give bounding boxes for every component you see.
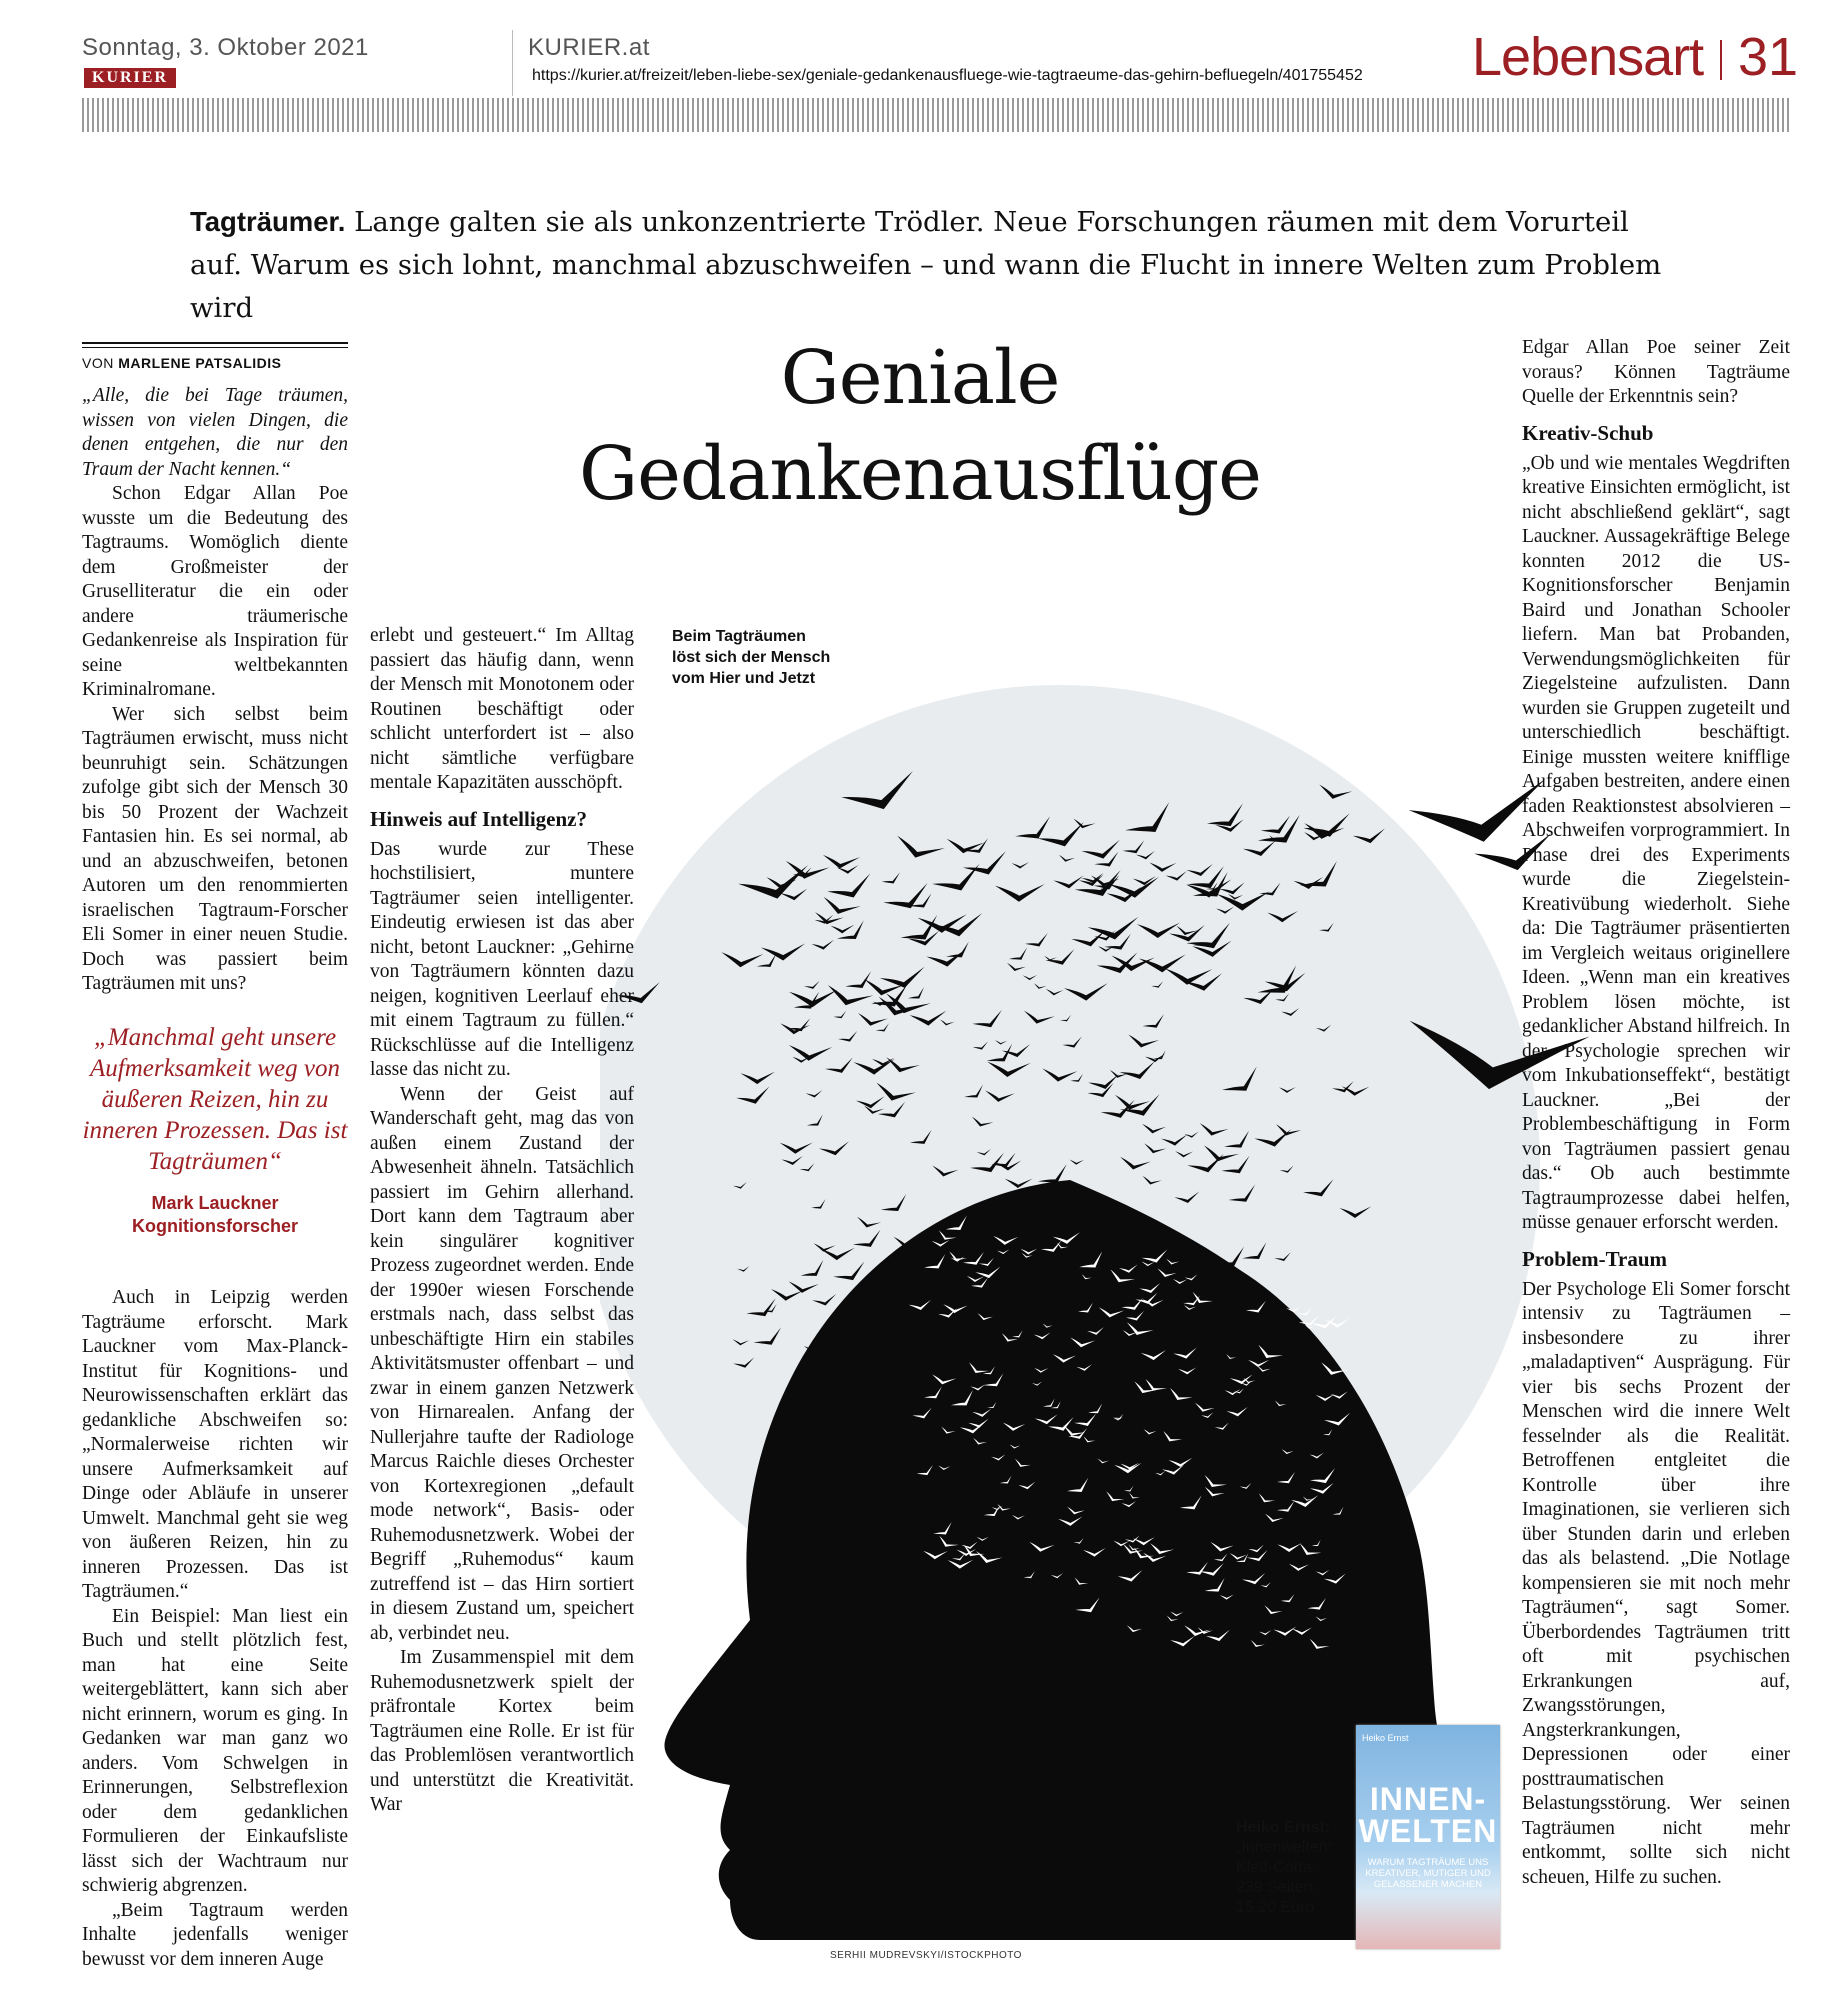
book-pages: 239 Seiten. — [1236, 1879, 1317, 1896]
byline-author: MARLENE PATSALIDIS — [118, 355, 282, 371]
section-separator — [1720, 40, 1722, 80]
headline-line-2: Gedankenausflüge — [579, 431, 1261, 517]
paragraph: Auch in Leipzig werden Tagträume erforscht. Mark Lauckner vom Max-Planck-Institut für Kognitions- und Neurowissenschaften erklärt das gedankliche Abschweifen so: „Normalerweise richten wir unsere Aufmerksamkeit auf Dinge oder Abläufe in unserer Umwelt. Manchmal geht sie weg von äußeren Reizen, hin zu inneren Prozessen. Das ist Tagträumen.“ — [82, 1287, 348, 1602]
paragraph: Ein Beispiel: Man liest ein Buch und stellt plötzlich fest, man hat eine Seite weitergeblättert, kann sich aber nicht erinnern, worum es ging. In Gedanken war man ganz wo anders. Vom Schwelgen in Erinnerungen, Selbstreflexion oder dem gedanklichen Formulieren der Einkaufsliste lässt sich der Wachtraum nur schwierig abgrenzen. — [82, 1605, 348, 1896]
image-caption: Beim Tagträumen löst sich der Mensch vom Hier und Jetzt — [672, 628, 831, 687]
byline — [82, 355, 282, 371]
column-1-bottom — [82, 1286, 348, 1972]
teaser — [190, 200, 1670, 330]
cover-subtitle: WARUM TAGTRÄUME UNS KREATIVER, MUTIGER UND GELASSENER MACHEN — [1365, 1857, 1491, 1890]
paragraph: erlebt und gesteuert.“ Im Alltag passiert das häufig dann, wenn der Mensch mit Monotonem oder Routinen beschäftigt oder schlicht unterfordert ist – also nicht sämtliche verfügbare mentale Kapazitäten ausschöpft. — [370, 625, 634, 793]
paragraph: Der Psychologe Eli Somer forscht intensiv zu Tagträumen – insbesondere zu ihrer „maladaptiven“ Ausprägung. Für vier bis sechs Prozent der Menschen wird die innere Welt fesselnder als die Realität. Betroffenen entgleitet die Kontrolle über ihre Imaginationen, sie verlieren sich über Stunden darin und erleben das als belastend. „Die Notlage kompensieren sie mit noch mehr Tagträumen“, sagt Somer. Überbordendes Tagträumen tritt oft mit psychischen Erkrankungen auf, Zwangsstörungen, Angsterkrankungen, Depressionen oder einer posttraumatischen Belastungsstörung. Wer seinen Tagträumen nicht mehr entkommt, sollte sich nicht scheuen, Hilfe zu suchen. — [1522, 1278, 1790, 1888]
book-info — [1236, 1818, 1346, 1918]
paragraph: „Ob und wie mentales Wegdriften kreative Einsichten ermöglicht, ist nicht abschließend geklärt“, sagt Lauckner. Aussagekräftige Belege konnten 2012 die US-Kognitionsforscher Benjamin Baird und Jonathan Schooler liefern. Man bat Probanden, Verwendungsmöglichkeiten für Ziegelsteine aufzulisten. Dann wurden sie Gruppen zugeteilt und unterschiedlich beschäftigt. Einige mussten weitere knifflige Aufgaben bestreiten, andere einen faden Reaktionstest absolvieren – Abschweifen vorprogrammiert. In Phase drei des Experiments wurde die Ziegelstein-Kreativübung wiederholt. Siehe da: Die Tagträumer präsentierten im Vergleich weitaus originellere Ideen. „Wenn man ein kreatives Problem lösen möchte, ist gedanklicher Abstand hilfreich. In der Psychologie sprechen wir vom Inkubationseffekt“, bestätigt Lauckner. „Bei der Problembeschäftigung in Form von Tagträumen passiert genau das.“ Ob auch bestimmte Tagtraumprozesse dabei helfen, müsse genauer erforscht werden. — [1522, 452, 1790, 1233]
byline-rule-thin — [82, 347, 348, 348]
headline — [500, 330, 1340, 522]
section-title: Lebensart — [1472, 27, 1704, 87]
paragraph: Im Zusammenspiel mit dem Ruhemodusnetzwerk spielt der präfrontale Kortex beim Tagträumen eine Rolle. Er ist für das Problemlösen verantwortlich und unterstützt die Kreativität. War — [370, 1647, 634, 1815]
cover-title — [1356, 1783, 1500, 1847]
byline-prefix: VON — [82, 355, 119, 371]
cover-title-1: INNEN- — [1369, 1781, 1487, 1817]
byline-rule — [82, 342, 348, 344]
header-divider — [512, 30, 513, 96]
paragraph: Wer sich selbst beim Tagträumen erwischt, muss nicht beunruhigt sein. Schätzungen zufolge gibt sich der Mensch 30 bis 50 Prozent der Wachzeit Fantasien hin. Es sei normal, ab und an abzuschweifen, betonen Autoren um den renommierten israelischen Tagtraum-Forscher Eli Somer in einer neuen Studie. Doch was passiert beim Tagträumen mit uns? — [82, 703, 348, 994]
brand-logo: KURIER — [84, 68, 176, 88]
cover-author: Heiko Ernst — [1362, 1733, 1409, 1743]
column-3 — [1522, 336, 1790, 1890]
book-price: 15,20 Euro — [1236, 1899, 1315, 1916]
cover-title-2: WELTEN — [1358, 1813, 1498, 1849]
opening-quote: „Alle, die bei Tage träumen, wissen von vielen Dingen, die denen entgehen, die nur den Traum der Nacht kennen.“ — [82, 385, 348, 480]
subheading-problem: Problem-Traum — [1522, 1246, 1668, 1271]
subheading-kreativ: Kreativ-Schub — [1522, 420, 1654, 445]
teaser-text: Lange galten sie als unkonzentrierte Trödler. Neue Forschungen räumen mit dem Vorurteil auf. Warum es sich lohnt, manchmal abzuschweifen – und wann die Flucht in innere Welten zum Problem wird — [190, 206, 1662, 324]
paragraph: Edgar Allan Poe seiner Zeit voraus? Können Tagträume Quelle der Erkenntnis sein? — [1522, 337, 1790, 407]
paragraph: „Beim Tagtraum werden Inhalte jedenfalls weniger bewusst vor dem inneren Auge — [82, 1899, 348, 1970]
book-publisher: Klett-Cotta. — [1236, 1859, 1317, 1876]
page-number: 31 — [1738, 27, 1799, 87]
paragraph: Wenn der Geist auf Wanderschaft geht, mag das von außen einem Zustand der Abwesenheit ähneln. Tatsächlich passiert im Gehirn allerhand. Dort kann dem Tagtraum aber kein singulärer kognitiver Prozess zugeordnet werden. Ende der 1990er wiesen Forschende erstmals nach, dass selbst das unbeschäftigte Hirn ein stabiles Aktivitätsmuster offenbart – und zwar in einem ganzen Netzwerk von Hirnarealen. Anfang der Nullerjahre taufte der Radiologe Marcus Raichle dieses Orchester von Kortexregionen „default mode network“, Basis- oder Ruhemodusnetzwerk. Wobei der Begriff „Ruhemodus“ kaum zutreffend ist – das Hirn sortiert in diesem Zustand um, speichert ab, verbindet neu. — [370, 1083, 634, 1644]
book-cover — [1356, 1725, 1500, 1949]
book-author: Heiko Ernst: — [1236, 1819, 1331, 1836]
subheading-intelligence: Hinweis auf Intelligenz? — [370, 806, 588, 831]
quote-author-role: Kognitionsforscher — [131, 1216, 298, 1236]
paragraph: Das wurde zur These hochstilisiert, muntere Tagträumer seien intelligenter. Eindeutig erwiesen ist das aber nicht, betont Lauckner: „Gehirne von Tagträumern könnten dazu neigen, kognitiven Leerlauf eher mit einem Tagtraum zu füllen.“ Rückschlüsse auf die Intelligenz lasse das nicht zu. — [370, 838, 634, 1080]
pull-quote-author — [82, 1192, 348, 1238]
article-url[interactable]: https://kurier.at/freizeit/leben-liebe-sex/geniale-gedankenausfluege-wie-tagtraeume-das-gehirn-befluegeln/401755452 — [532, 67, 1363, 84]
quote-author-name: Mark Lauckner — [151, 1193, 279, 1213]
paragraph: Schon Edgar Allan Poe wusste um die Bedeutung des Tagtraums. Womöglich diente dem Großmeister der Gruselliteratur die ein oder andere träumerische Gedankenreise als Inspiration für seine weltbekannten Kriminalromane. — [82, 483, 348, 700]
pull-quote: „Manchmal geht unsere Aufmerksamkeit weg von äußeren Reizen, hin zu inneren Prozessen. Das ist Tagträumen“ — [82, 1024, 348, 1175]
column-2 — [370, 624, 634, 1818]
photo-credit: SERHII MUDREVSKYI/ISTOCKPHOTO — [830, 1950, 1022, 1961]
header-hatch-bar — [82, 98, 1792, 132]
headline-line-1: Geniale — [780, 335, 1060, 421]
column-1-top — [82, 384, 348, 997]
teaser-lead: Tagträumer. — [190, 206, 346, 237]
book-title: „Innenwelten“ — [1236, 1839, 1333, 1856]
site-name: KURIER.at — [528, 34, 650, 61]
issue-date: Sonntag, 3. Oktober 2021 — [82, 34, 369, 61]
